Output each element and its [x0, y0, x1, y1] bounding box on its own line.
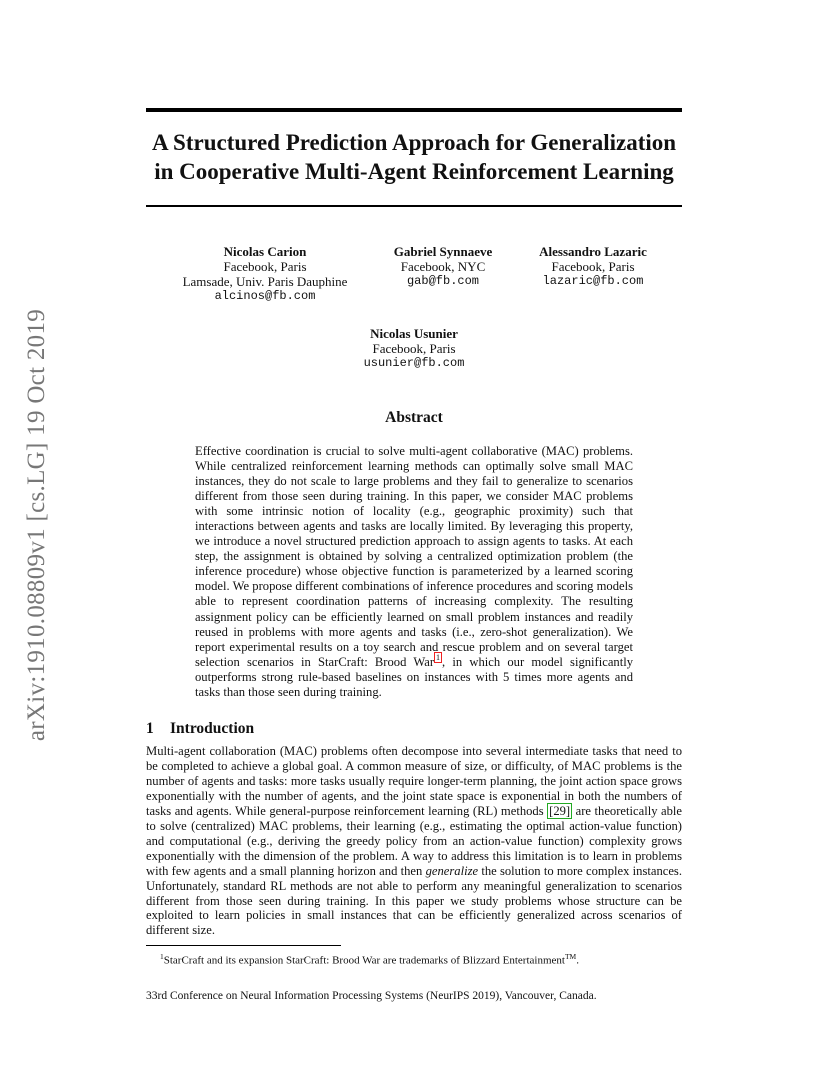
section-heading-introduction	[146, 720, 254, 738]
abstract-body	[195, 444, 633, 700]
title-line-1: A Structured Prediction Approach for Generalization	[151, 130, 677, 155]
author-block-carion	[160, 244, 370, 304]
author-email: usunier@fb.com	[363, 356, 465, 370]
section-number: 1	[146, 720, 154, 737]
paper-title	[120, 128, 708, 186]
footnote-end: .	[576, 954, 579, 967]
author-email: gab@fb.com	[406, 274, 479, 288]
author-affiliation: Facebook, NYC	[400, 259, 486, 274]
author-block-synnaeve	[373, 244, 513, 289]
intro-text: Multi-agent collaboration (MAC) problems often decompose into several intermediate tasks that need to be completed to achieve a global goal. A common measure of size, or difficulty, of MAC problems is the number of agents and tasks: more tasks usually require longer-term planning, the joint action space grows exponentially with the number of agents, and the joint state space is exponential in both the numbers of tasks and agents. While general-purpose reinforcement learning (RL) methods	[146, 744, 682, 818]
section-title: Introduction	[170, 720, 255, 737]
footnote-text: StarCraft and its expansion StarCraft: Brood War are trademarks of Blizzard Entertainment	[163, 954, 565, 967]
intro-text-end: the solution to more complex instances. Unfortunately, standard RL methods are not able to perform any meaningful generalization to scenarios different from those seen during training. In this paper we study problems whose structure can be exploited to learn policies in small instances that can be efficiently generalized across scenarios of different size.	[146, 863, 682, 938]
author-email: alcinos@fb.com	[214, 289, 316, 303]
title-top-rule	[146, 108, 682, 112]
trademark-mark: TM	[564, 952, 577, 961]
author-name: Nicolas Carion	[223, 244, 307, 259]
author-name: Gabriel Synnaeve	[393, 244, 493, 259]
author-affiliation: Lamsade, Univ. Paris Dauphine	[182, 274, 348, 289]
intro-text: are theoretically able to solve (centralized) MAC problems, their learning (e.g., estimating the optimal action-value function) and computational (e.g., deriving the greedy policy from an action-value function) complexity grows exponentially with the dimension of the problem. A way to address this limitation is to learn in problems with few agents and a small planning horizon and then	[146, 803, 682, 878]
author-name: Alessandro Lazaric	[539, 244, 647, 259]
author-affiliation: Facebook, Paris	[372, 341, 456, 356]
author-affiliation: Facebook, Paris	[223, 259, 307, 274]
title-bottom-rule	[146, 205, 682, 207]
author-name: Nicolas Usunier	[370, 326, 458, 341]
author-block-usunier	[334, 326, 494, 371]
arxiv-sidebar-stamp	[22, 290, 52, 760]
intro-emphasis: generalize	[425, 863, 479, 878]
footnote	[160, 950, 579, 968]
abstract-text: Effective coordination is crucial to solve multi-agent collaborative (MAC) problems. While centralized reinforcement learning methods can optimally solve small MAC instances, they do not scale to large problems and they fail to generalize to scenarios different from those seen during training. In this paper, we consider MAC problems with some intrinsic notion of locality (e.g., geographic proximity) such that interactions between agents and tasks are locally limited. By leveraging this property, we introduce a novel structured prediction approach to assign agents to tasks. At each step, the assignment is obtained by solving a centralized optimization problem (the inference procedure) whose objective function is parameterized by a learned scoring model. We propose different combinations of inference procedures and scoring models able to represent coordination patterns of increasing complexity. The resulting assignment policy can be efficiently learned on small problem instances and readily reused in problems with more agents and tasks (i.e., zero-shot generalization). We report experimental results on a toy search and rescue problem and on several target selection scenarios in StarCraft: Brood War	[195, 444, 633, 669]
author-block-lazaric	[518, 244, 668, 289]
footnote-rule	[146, 945, 341, 946]
abstract-text-end: , in which our model significantly outperforms strong rule-based baselines on instances with 5 times more agents and tasks than those seen during training.	[195, 654, 633, 699]
title-line-2: in Cooperative Multi-Agent Reinforcement Learning	[154, 159, 674, 184]
footnote-mark: 1	[160, 952, 164, 961]
conference-note: 33rd Conference on Neural Information Processing Systems (NeurIPS 2019), Vancouver, Canada.	[146, 990, 597, 1002]
author-email: lazaric@fb.com	[542, 274, 644, 288]
arxiv-identifier: arXiv:1910.08809v1 [cs.LG] 19 Oct 2019	[23, 308, 50, 742]
citation-link[interactable]: [29]	[549, 803, 571, 818]
introduction-paragraph	[146, 744, 682, 938]
footnote-reference-link[interactable]: 1	[436, 653, 441, 663]
author-affiliation: Facebook, Paris	[551, 259, 635, 274]
abstract-heading: Abstract	[385, 409, 443, 426]
